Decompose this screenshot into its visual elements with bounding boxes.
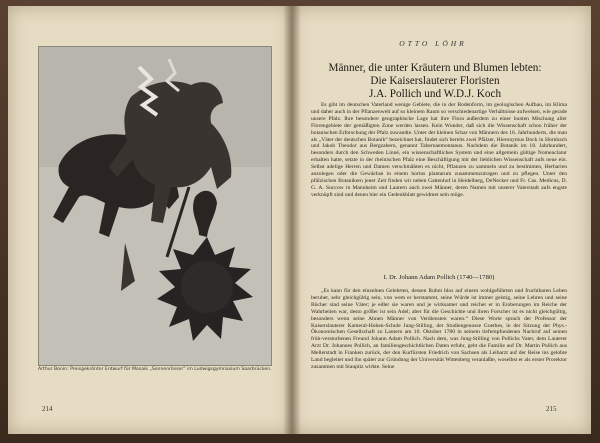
paragraph-2: „Es kann für den einzelnen Gelehrten, dessen Ruhm blos auf einem wohlgeführten und fruchtbaren Leben beruhet, sehr gleichgültig sein, von wem er herstammt, seine Würde ist immer geistig, seine Lehren und seine Bücher sind seine Väter; je edler sie waren und je wirksamer und reicher er in Eroberungen im Reiche der Wahrheiten war, desto größer ist sein Adel; aber für die Geschichte und ihren Forscher ist es nicht gleichgültig, besonders wenn seine Ahnen Männer von Verdiensten waren.“ Diese Worte sprach der Professor der Kaiserslauterer Kameral-Hohen-Schule Jung-Stilling, der Studiengenosse Goethes, in der Sitzung der Phys.-Ökonomischen Gesellschaft zu Lautern am 10. Oktober 1780 in seinem tiefempfundenen Nachruf auf seinen früh-verstorbenen Freund Johann Adam Pollich. Nach dem, was Jung-Stilling von Pollichs Vater, dem Lauterer Arzt Dr. Johannes Pollich, an familiengeschichtlichen Daten erfuhr, geht die Familie auf Dr. Martin Pollich aus Mellerstadt in Franken zurück, der den Kurfürsten Friedrich von Sachsen als Leibarzt auf der Reise ins gelobte Land begleitet und ihn später zur Gründung der Universität Wittenberg veranlaßte, woselbst er als erster Prorektor zusammen mit Staupitz wirkte. Seine xyxy=(311,288,567,370)
page-number-left: 214 xyxy=(42,405,53,413)
book-gutter xyxy=(283,6,301,434)
title-line-2: Die Kaiserslauterer Floristen xyxy=(370,75,500,87)
paragraph-1: Es gibt im deutschen Vaterland wenige Gebiete, die in der Bodenform, im geologischen Aufbau, im Klima und daher auch in der Pflanzenwelt auf so kleinem Raum so verschiedenartige Verhältnisse aufweisen, wie gerade unsere Pfalz. Ihre besondere geographische Lage hat ihre Flora außerdem zu einer bunten Mischung aller Florengebiete der gemäßigten Zone werden lassen. Kein Wunder, daß sich die Wissenschaft schon früher der botanischen Erforschung der Pfalz zuwandte. Unter der kleinen Schar von Männern des 16. Jahrhunderts, die man als „Väter der deutschen Botanik“ bezeichnet hat, findet sich bereits zwei Pfälzer, Hieronymus Bock in Hornbach und Jakob Theodor aus Bergzabern, genannt Tabernaemontanus. Nachdem die Botanik im 18. Jahrhundert, besonders durch den Schweden Linné, ein wissenschaftliches System und eine allgemein gültige Nomenclatur erhalten hatte, setzte in der rheinischen Pfalz eine Beschäftigung mit der lieblichen Wissenschaft aufs neue ein. Selbst adelige Herren und Damen verschmähten es nicht, Pflanzen zu sammeln und zu bestimmen, Herbarien anzulegen oder die Gewächse in einem hortus plantarum zusammenzutragen und zu pflegen. Unter den pfälzischen Botanikern jener Zeit finden wir neben Gattenhof in Heidelberg, DeNecker und Fr. Cas. Medicus, D. G. A. Succow in Mannheim und Lautern auch zwei Männer, deren Namen mit unserer Vaterstadt aufs engste verknüpft sind und denen hier ein Gedenkblatt gewidmet sein möge. xyxy=(311,102,567,198)
page-number-right: 215 xyxy=(546,405,557,413)
horses-sun-artwork xyxy=(39,47,271,365)
title-line-1: Männer, die unter Kräutern und Blumen lebten: xyxy=(328,62,542,74)
article-title xyxy=(299,62,571,101)
running-header: OTTO LÖHR xyxy=(399,39,467,48)
title-line-3: J.A. Pollich und W.D.J. Koch xyxy=(368,88,502,100)
figure-caption: Arthur Bonin: Preisgekrönter Entwurf für Mosaik „Sonnenrösser“ im Ludwigsgymnasium Saarbrücken. xyxy=(38,367,272,372)
section-heading: I. Dr. Johann Adam Pollich (1740—1780) xyxy=(383,274,495,281)
left-page xyxy=(8,6,292,434)
intro-paragraph xyxy=(311,102,567,199)
right-page xyxy=(291,6,591,434)
mosaic-illustration xyxy=(38,46,272,366)
section-body xyxy=(311,288,567,371)
